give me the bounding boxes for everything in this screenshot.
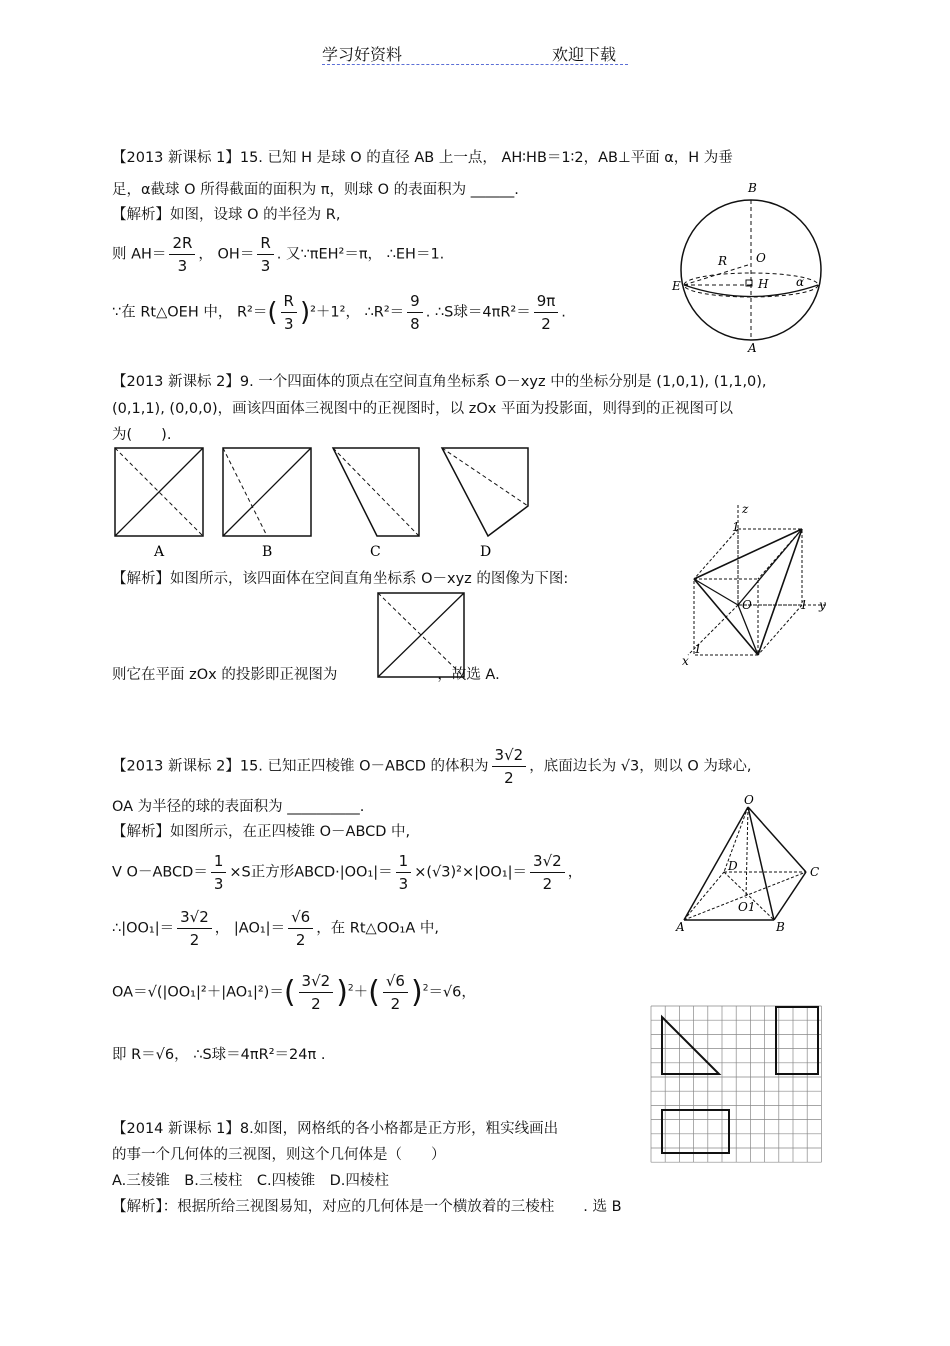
cube-label-y1: 1	[800, 598, 808, 612]
cube-figure	[676, 502, 836, 670]
p3-line7: 即 R＝√6， ∴S球＝4πR²＝24π .	[112, 1047, 326, 1063]
header-divider	[322, 64, 628, 65]
option-figures	[112, 446, 532, 564]
sphere-label-A: A	[748, 341, 757, 355]
p3-line5: ∴|OO₁|＝ $\frac{3√2}{2}$ ， |AO₁|＝ $\frac{√6}{2}$ ，在 Rt△OO₁A 中,	[112, 908, 439, 949]
p4-line3: A.三棱锥 B.三棱柱 C.四棱锥 D.四棱柱	[112, 1173, 389, 1189]
p2-line2: (0,1,1), (0,0,0)，画该四面体三视图中的正视图时，以 zOx 平面为投影面，则得到的正视图可以	[112, 401, 733, 417]
sphere-label-R: R	[718, 254, 728, 268]
pyr-label-A: A	[676, 920, 685, 934]
sphere-label-H: H	[758, 277, 769, 291]
p3-line2: OA 为半径的球的表面积为 __________.	[112, 799, 365, 815]
pyr-label-B: B	[776, 920, 785, 934]
p2-line4: 【解析】如图所示，该四面体在空间直角坐标系 O－xyz 的图像为下图:	[112, 571, 569, 587]
p1-line2: 足，α截球 O 所得截面的面积为 π，则球 O 的表面积为 ______.	[112, 182, 519, 198]
option-a-label: A	[154, 544, 165, 560]
pyr-label-D: D	[728, 859, 738, 873]
option-c-figure	[333, 448, 419, 536]
cube-label-z1: 1	[732, 520, 740, 534]
p1-line5: ∵在 Rt△OEH 中， R²＝( $\frac{R}{3}$ )²＋1²， ∴R²＝ $\frac{9}{8}$ . ∴S球＝4πR²＝ $\frac{9\pi}{2}$ .	[112, 292, 566, 333]
sphere-label-alpha: α	[796, 275, 805, 289]
p4-line1: 【2014 新课标 1】8.如图，网格纸的各小格都是正方形，粗实线画出	[112, 1121, 559, 1137]
sphere-figure	[672, 180, 836, 355]
option-c-label: C	[370, 544, 381, 560]
option-a-figure	[115, 448, 203, 536]
p2-line3: 为( ).	[112, 427, 172, 443]
pyramid-figure	[676, 795, 826, 940]
header-left: 学习好资料	[322, 45, 403, 64]
p1-line4: 则 AH＝ $\frac{2R}{3}$ ， OH＝ $\frac{R}{3}$ . 又∵πEH²＝π， ∴EH＝1.	[112, 234, 445, 275]
cube-label-z: z	[742, 502, 749, 516]
p4-line4: 【解析】：根据所给三视图易知，对应的几何体是一个横放着的三棱柱 . 选 B	[112, 1199, 622, 1215]
p3-line4: V O－ABCD＝ $\frac{1}{3}$ ×S正方形ABCD·|OO₁|＝ $\frac{1}{3}$ ×(√3)²×|OO₁|＝ $\frac{3√2}{2}$ ，	[112, 852, 583, 893]
option-d-figure	[442, 448, 528, 536]
sphere-label-E: E	[672, 279, 681, 293]
grid-figure	[648, 1003, 834, 1168]
header-right: 欢迎下载	[552, 45, 617, 64]
cube-label-x1: 1	[694, 642, 702, 656]
option-b-label: B	[262, 544, 273, 560]
sphere-label-B: B	[748, 181, 757, 195]
p1-line3: 【解析】如图，设球 O 的半径为 R,	[112, 207, 341, 223]
sphere-label-O: O	[756, 251, 766, 265]
p2-line1: 【2013 新课标 2】9. 一个四面体的顶点在空间直角坐标系 O－xyz 中的坐标分别是 (1,0,1), (1,1,0),	[112, 374, 767, 390]
p3-line1: 【2013 新课标 2】15. 已知正四棱锥 O－ABCD 的体积为 $\frac{3√2}{2}$ ，底面边长为 √3，则以 O 为球心,	[112, 746, 752, 787]
p3-line6: OA＝√(|OO₁|²＋|AO₁|²)＝( $\frac{3√2}{2}$ )$^2$＋( $\frac{√6}{2}$ )$^2$＝√6，	[112, 972, 476, 1013]
p3-line3: 【解析】如图所示，在正四棱锥 O－ABCD 中,	[112, 824, 411, 840]
pyr-label-C: C	[810, 865, 820, 879]
cube-label-O: O	[742, 598, 752, 612]
pyr-label-O1: O1	[738, 900, 756, 914]
cube-label-y: y	[819, 598, 826, 612]
option-b-figure	[223, 448, 311, 536]
cube-label-x: x	[682, 654, 689, 668]
p2-line5: 则它在平面 zOx 的投影即正视图为 ，故选 A.	[112, 667, 500, 683]
option-d-label: D	[480, 544, 492, 560]
pyr-label-O: O	[744, 793, 754, 807]
p4-line2: 的事一个几何体的三视图，则这个几何体是（ ）	[112, 1147, 446, 1163]
p1-line1: 【2013 新课标 1】15. 已知 H 是球 O 的直径 AB 上一点， AH∶HB＝1∶2，AB⊥平面 α，H 为垂	[112, 150, 733, 166]
